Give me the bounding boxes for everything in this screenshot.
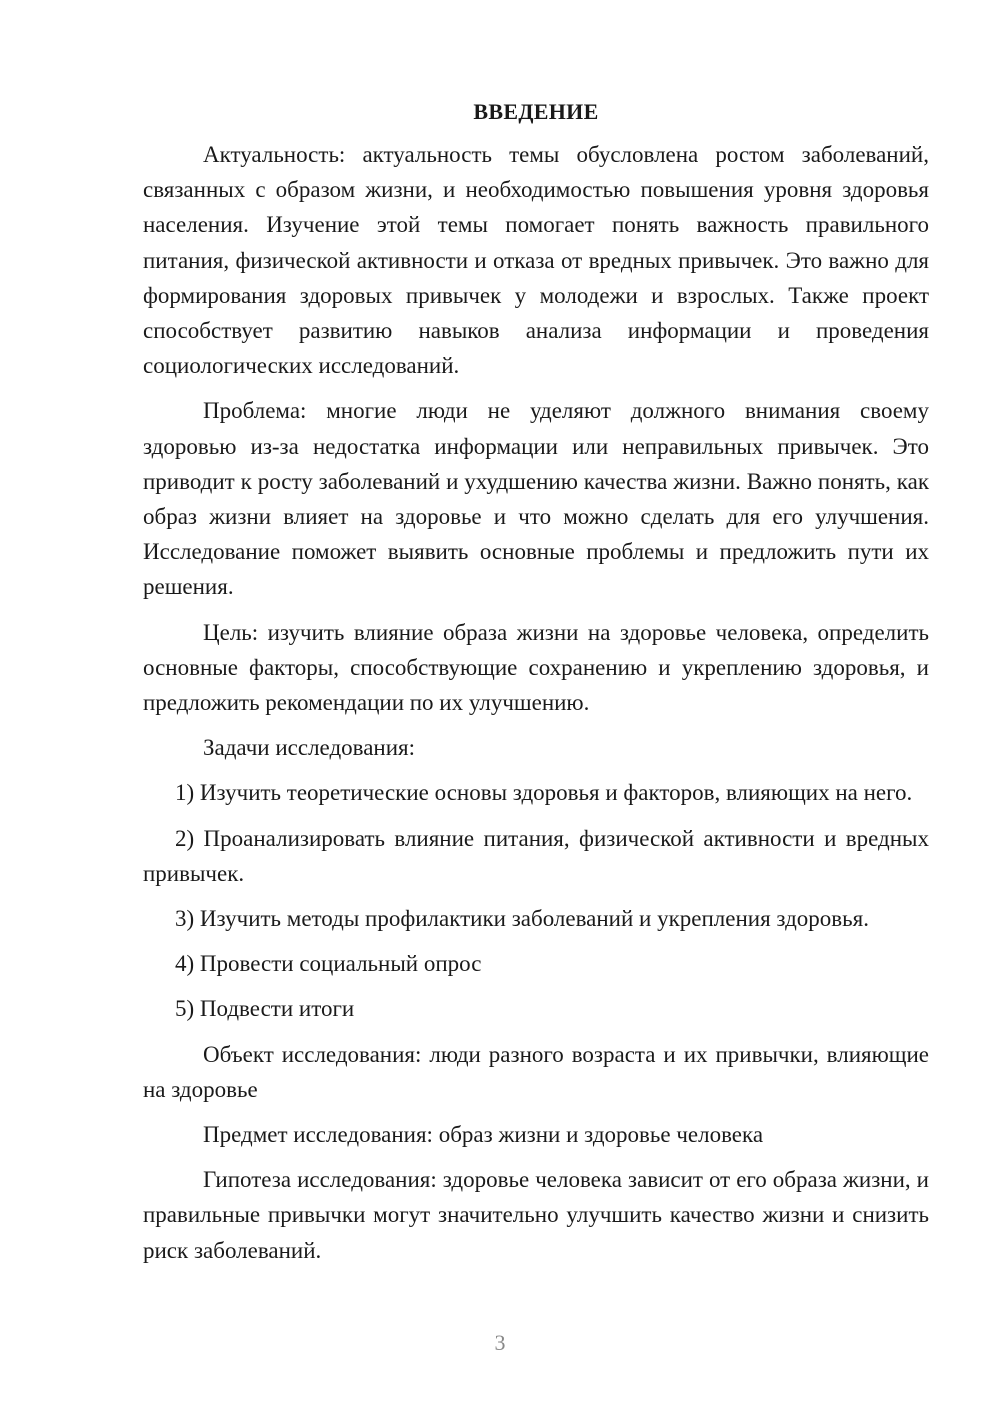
paragraph-problem: Проблема: многие люди не уделяют должного внимания своему здоровью из-за недостатка информации или неправильных привычек. Это приводит к росту заболеваний и ухудшению качества жизни. Важно понять, как образ жизни влияет на здоровье и что можно сделать для его улучшения. Исследование поможет выявить основные проблемы и предложить пути их решения. [143,398,929,600]
paragraph-hypothesis: Гипотеза исследования: здоровье человека зависит от его образа жизни, и правильные привычки могут значительно улучшить качество жизни и снизить риск заболеваний. [143,1167,929,1263]
section-title: ВВЕДЕНИЕ [473,99,599,124]
paragraph-relevance: Актуальность: актуальность темы обусловлена ростом заболеваний, связанных с образом жизни, и необходимостью повышения уровня здоровья населения. Изучение этой темы помогает понять важность правильного питания, физической активности и отказа от вредных привычек. Это важно для формирования здоровых привычек у молодежи и взрослых. Также проект способствует развитию навыков анализа информации и проведения социологических исследований. [143,142,929,379]
paragraph-subject: Предмет исследования: образ жизни и здоровье человека [203,1122,764,1148]
page-number: 3 [494,1330,506,1355]
task-item-5: 5) Подвести итоги [175,996,355,1022]
paragraph-tasks-heading: Задачи исследования: [203,735,416,761]
task-item-4: 4) Провести социальный опрос [175,951,482,977]
task-item-3: 3) Изучить методы профилактики заболеваний и укрепления здоровья. [175,906,869,932]
paragraph-object: Объект исследования: люди разного возраста и их привычки, влияющие на здоровье [143,1041,929,1102]
page-content [143,94,929,1278]
task-item-2: 2) Проанализировать влияние питания, физической активности и вредных привычек. [143,825,929,886]
task-item-1: 1) Изучить теоретические основы здоровья и факторов, влияющих на него. [175,780,913,806]
paragraph-goal: Цель: изучить влияние образа жизни на здоровье человека, определить основные факторы, способствующие сохранению и укреплению здоровья, и предложить рекомендации по их улучшению. [143,619,929,716]
